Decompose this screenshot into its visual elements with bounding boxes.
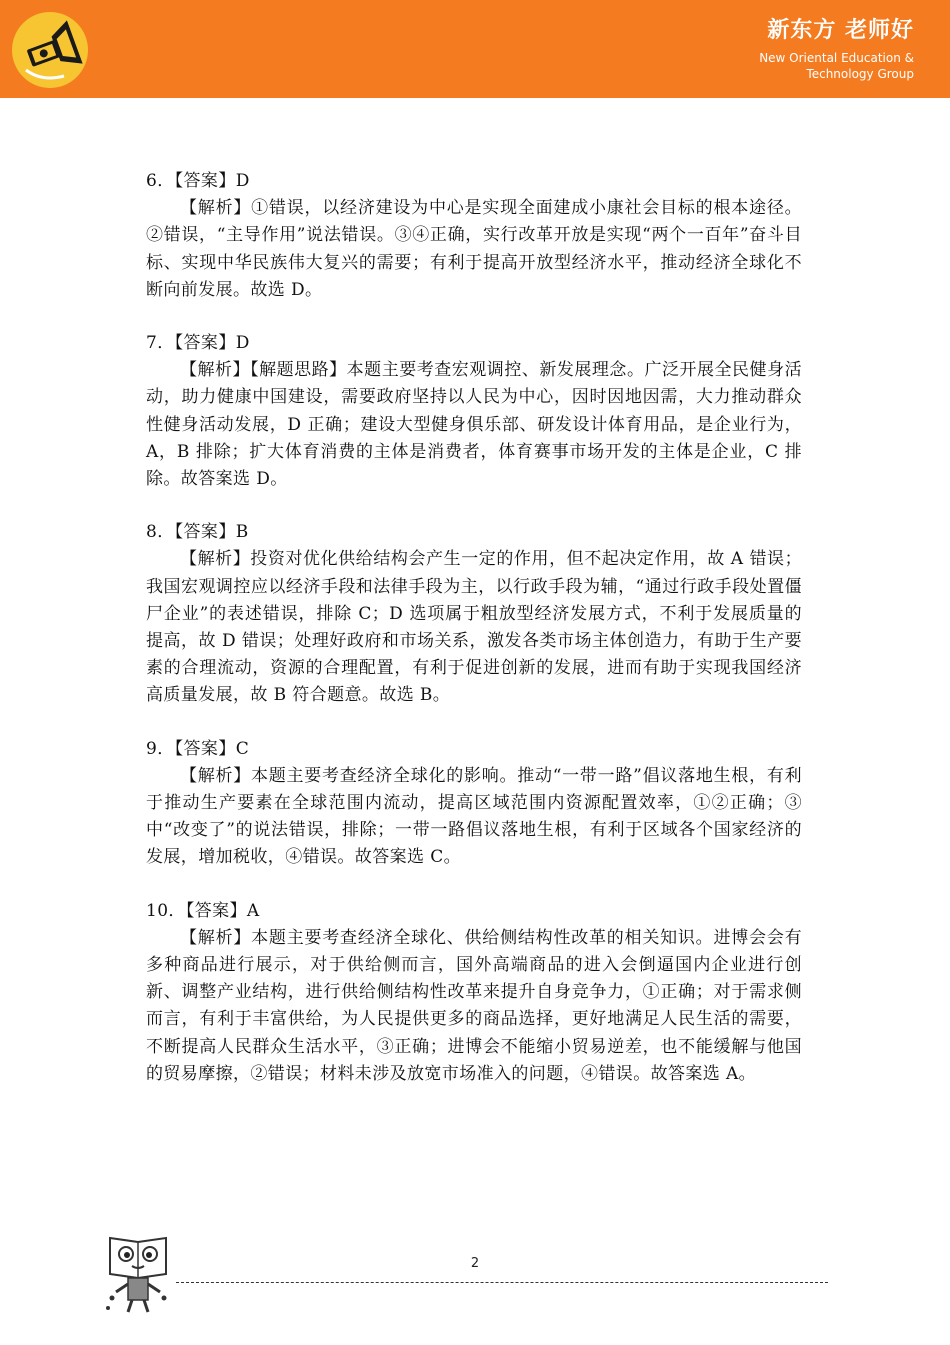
analysis-text: 【解析】本题主要考查经济全球化、供给侧结构性改革的相关知识。进博会会有多种商品进行展示，对于供给侧而言，国外高端商品的进入会倒逼国内企业进行创新、调整产业结构，进行供给侧结构性改革来提升自身竞争力，①正确；对于需求侧而言，有利于丰富供给，为人民提供更多的商品选择，更好地满足人民生活的需要，不断提高人民群众生活水平，③正确；进博会不能缩小贸易逆差，也不能缓解与他国的贸易摩擦，②错误；材料未涉及放宽市场准入的问题，④错误。故答案选 A。	[146, 927, 802, 1084]
brand-name-cn: 新东方 老师好	[767, 18, 914, 43]
analysis-text: 【解析】【解题思路】本题主要考查宏观调控、新发展理念。广泛开展全民健身活动，助力健康中国建设，需要政府坚持以人民为中心，因时因地因需，大力推动群众性健身活动发展，D 正确；建设大型健身俱乐部、研发设计体育用品，是企业行为，A，B 排除；扩大体育消费的主体是消费者，体育赛事市场开发的主体是企业，C 排除。故答案选 D。	[146, 360, 802, 490]
answer-line: 10．【答案】A	[146, 900, 260, 921]
brand-name-en	[759, 50, 914, 82]
answer-content	[146, 168, 802, 1114]
question-block	[146, 168, 802, 304]
footer-dashed-divider	[176, 1282, 828, 1283]
answer-line: 6．【答案】D	[146, 171, 250, 191]
question-block	[146, 519, 802, 709]
analysis-text: 【解析】本题主要考查经济全球化的影响。推动“一带一路”倡议落地生根，有利于推动生产要素在全球范围内流动，提高区域范围内资源配置效率，①②正确；③中“改变了”的说法错误，排除；一带一路倡议落地生根，有利于区域各个国家经济的发展，增加税收，④错误。故答案选 C。	[146, 765, 802, 868]
megaphone-logo-icon	[12, 12, 88, 88]
answer-line: 8．【答案】B	[146, 522, 249, 543]
brand-name-en-line1: New Oriental Education &	[759, 51, 914, 65]
question-block	[146, 736, 802, 872]
answer-line: 7．【答案】D	[146, 333, 250, 354]
question-block	[146, 898, 802, 1088]
brand-block	[759, 16, 914, 82]
brand-name-en-line2: Technology Group	[806, 67, 914, 81]
page-number: 2	[470, 1256, 480, 1271]
question-block	[146, 330, 802, 493]
analysis-text: 【解析】投资对优化供给结构会产生一定的作用，但不起决定作用，故 A 错误；我国宏观调控应以经济手段和法律手段为主，以行政手段为辅，“通过行政手段处置僵尸企业”的表述错误，排除 C；D 选项属于粗放型经济发展方式，不利于发展质量的提高，故 D 错误；处理好政府和市场关系，激发各类市场主体创造力，有助于生产要素的合理流动，资源的合理配置，有利于促进创新的发展，进而有助于实现我国经济高质量发展，故 B 符合题意。故选 B。	[146, 549, 802, 706]
page-header	[0, 0, 950, 98]
answer-line: 9．【答案】C	[146, 738, 250, 759]
analysis-text: 【解析】①错误，以经济建设为中心是实现全面建成小康社会目标的根本途径。②错误，“主导作用”说法错误。③④正确，实行改革开放是实现“两个一百年”奋斗目标、实现中华民族伟大复兴的需要；有利于提高开放型经济水平，推动经济全球化不断向前发展。故选 D。	[146, 198, 802, 300]
book-mascot-icon	[100, 1232, 176, 1316]
